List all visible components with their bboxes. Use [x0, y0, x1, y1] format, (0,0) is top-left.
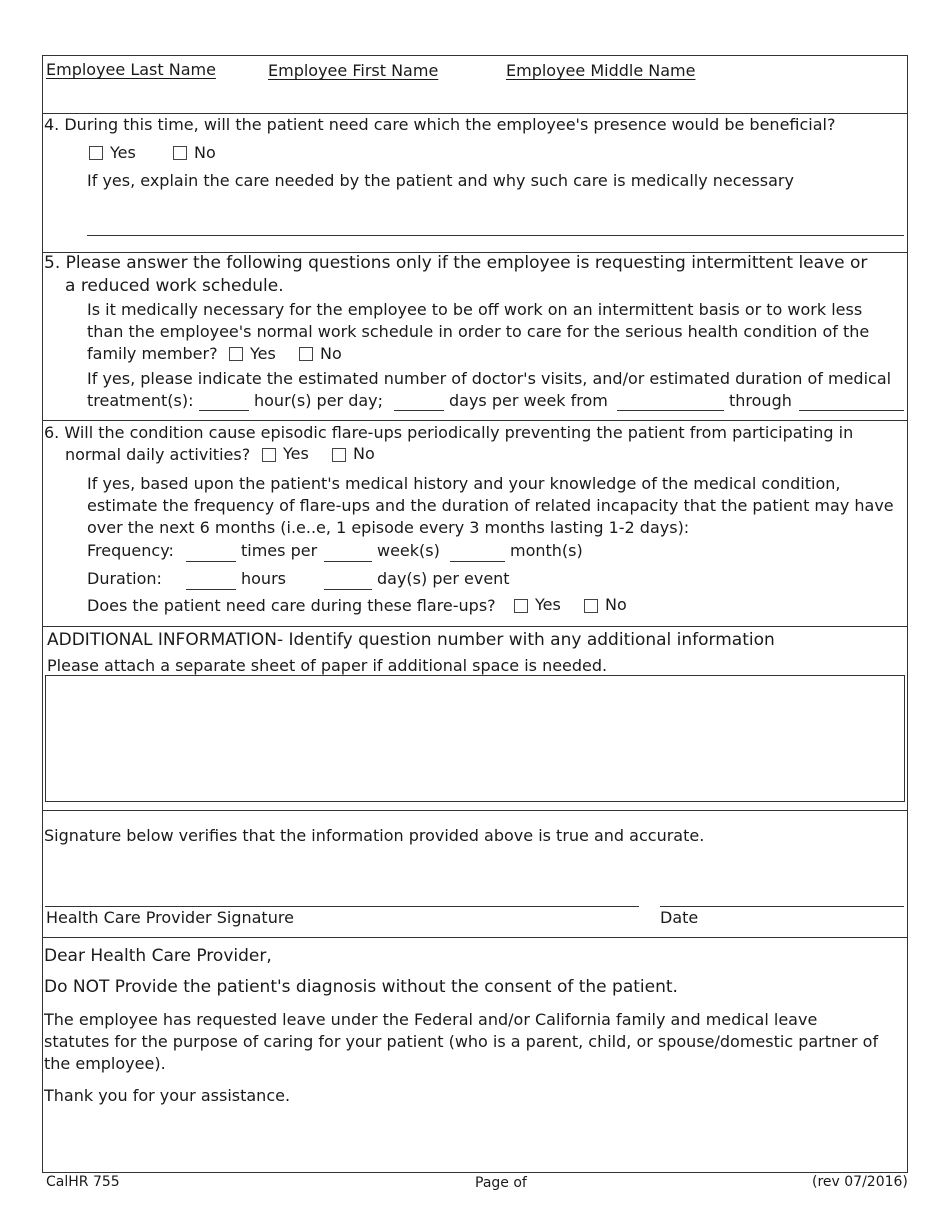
q6-frequency-count-field[interactable]: [186, 561, 236, 562]
q6-body-line2: estimate the frequency of flare-ups and the duration of related incapacity that the patient may have: [87, 496, 894, 515]
letter-body-line3: the employee).: [44, 1054, 166, 1073]
letter-thanks: Thank you for your assistance.: [44, 1086, 291, 1105]
q6-months-label: month(s): [510, 541, 583, 560]
provider-signature-field[interactable]: [45, 906, 639, 907]
section-divider: [42, 810, 908, 811]
q6-weeks-field[interactable]: [324, 561, 372, 562]
q6-duration-label: Duration:: [87, 569, 162, 588]
additional-info-subtitle: Please attach a separate sheet of paper if additional space is needed.: [47, 656, 608, 675]
q6-yes-label: Yes: [283, 444, 309, 463]
q5-no-label: No: [320, 344, 342, 363]
q6-care-yes-label: Yes: [535, 595, 561, 614]
q5-yes-label: Yes: [250, 344, 276, 363]
q6-yes-checkbox[interactable]: [262, 448, 276, 462]
q6-body-line1: If yes, based upon the patient's medical history and your knowledge of the medical condition,: [87, 474, 841, 493]
question-4-text: 4. During this time, will the patient need care which the employee's presence would be beneficial?: [44, 115, 836, 134]
q5-no-checkbox[interactable]: [299, 347, 313, 361]
q5-indicate-line1: If yes, please indicate the estimated number of doctor's visits, and/or estimated duration of medical: [87, 369, 892, 388]
letter-body-line2: statutes for the purpose of caring for your patient (who is a parent, child, or spouse/domestic partner of: [44, 1032, 879, 1051]
q5-hours-field[interactable]: [199, 410, 249, 411]
question-6-line2: normal daily activities?: [65, 445, 251, 464]
additional-info-title: ADDITIONAL INFORMATION- Identify question number with any additional information: [47, 630, 775, 650]
q6-care-yes-checkbox[interactable]: [514, 599, 528, 613]
additional-info-textarea[interactable]: [45, 675, 905, 802]
question-5-line1: 5. Please answer the following questions only if the employee is requesting intermittent leave or: [44, 253, 868, 273]
q6-duration-hours-field[interactable]: [186, 589, 236, 590]
q5-through-field[interactable]: [799, 410, 904, 411]
q5-yes-checkbox[interactable]: [229, 347, 243, 361]
question-6-line1: 6. Will the condition cause episodic flare-ups periodically preventing the patient from participating in: [44, 423, 854, 442]
signature-verify-text: Signature below verifies that the information provided above is true and accurate.: [44, 826, 705, 845]
q6-months-field[interactable]: [450, 561, 505, 562]
question-5-line2: a reduced work schedule.: [65, 276, 284, 296]
form-id: CalHR 755: [46, 1174, 120, 1190]
q4-no-label: No: [194, 143, 216, 162]
q5-body-line1: Is it medically necessary for the employee to be off work on an intermittent basis or to work less: [87, 300, 863, 319]
q4-explain-field[interactable]: [87, 235, 904, 236]
employee-middle-name-label: Employee Middle Name: [506, 61, 696, 80]
section-divider: [42, 420, 908, 421]
q6-frequency-label: Frequency:: [87, 541, 174, 560]
q6-body-line3: over the next 6 months (i.e..e, 1 episode every 3 months lasting 1-2 days):: [87, 518, 690, 537]
q5-days-field[interactable]: [394, 410, 444, 411]
q4-yes-label: Yes: [110, 143, 136, 162]
q5-body-line2: than the employee's normal work schedule in order to care for the serious health condition of the: [87, 322, 870, 341]
q6-duration-days-field[interactable]: [324, 589, 372, 590]
q6-care-no-checkbox[interactable]: [584, 599, 598, 613]
q6-days-per-event-label: day(s) per event: [377, 569, 510, 588]
q6-no-label: No: [353, 444, 375, 463]
section-divider: [42, 626, 908, 627]
letter-warning: Do NOT Provide the patient's diagnosis without the consent of the patient.: [44, 977, 678, 997]
signature-date-label: Date: [660, 908, 699, 927]
letter-body-line1: The employee has requested leave under the Federal and/or California family and medical leave: [44, 1010, 818, 1029]
q5-treatment-label: treatment(s):: [87, 391, 194, 410]
q6-no-checkbox[interactable]: [332, 448, 346, 462]
q5-body-line3: family member?: [87, 344, 218, 363]
q6-times-per-label: times per: [241, 541, 318, 560]
page-number: Page of: [475, 1175, 527, 1191]
q4-yes-checkbox[interactable]: [89, 146, 103, 160]
employee-first-name-label: Employee First Name: [268, 61, 439, 80]
q5-from-field[interactable]: [617, 410, 724, 411]
q6-hours-label: hours: [241, 569, 286, 588]
q6-weeks-label: week(s): [377, 541, 440, 560]
q5-through-label: through: [729, 391, 792, 410]
q6-care-no-label: No: [605, 595, 627, 614]
form-revision: (rev 07/2016): [812, 1174, 908, 1190]
provider-signature-label: Health Care Provider Signature: [46, 908, 294, 927]
employee-last-name-label: Employee Last Name: [46, 60, 216, 79]
section-divider: [42, 113, 908, 114]
q4-no-checkbox[interactable]: [173, 146, 187, 160]
letter-greeting: Dear Health Care Provider,: [44, 946, 272, 966]
signature-date-field[interactable]: [660, 906, 904, 907]
q5-hours-per-day-label: hour(s) per day;: [254, 391, 384, 410]
q4-explain-text: If yes, explain the care needed by the patient and why such care is medically necessary: [87, 171, 794, 190]
q5-days-per-week-label: days per week from: [449, 391, 608, 410]
section-divider: [42, 937, 908, 938]
q6-care-question: Does the patient need care during these flare-ups?: [87, 596, 496, 615]
